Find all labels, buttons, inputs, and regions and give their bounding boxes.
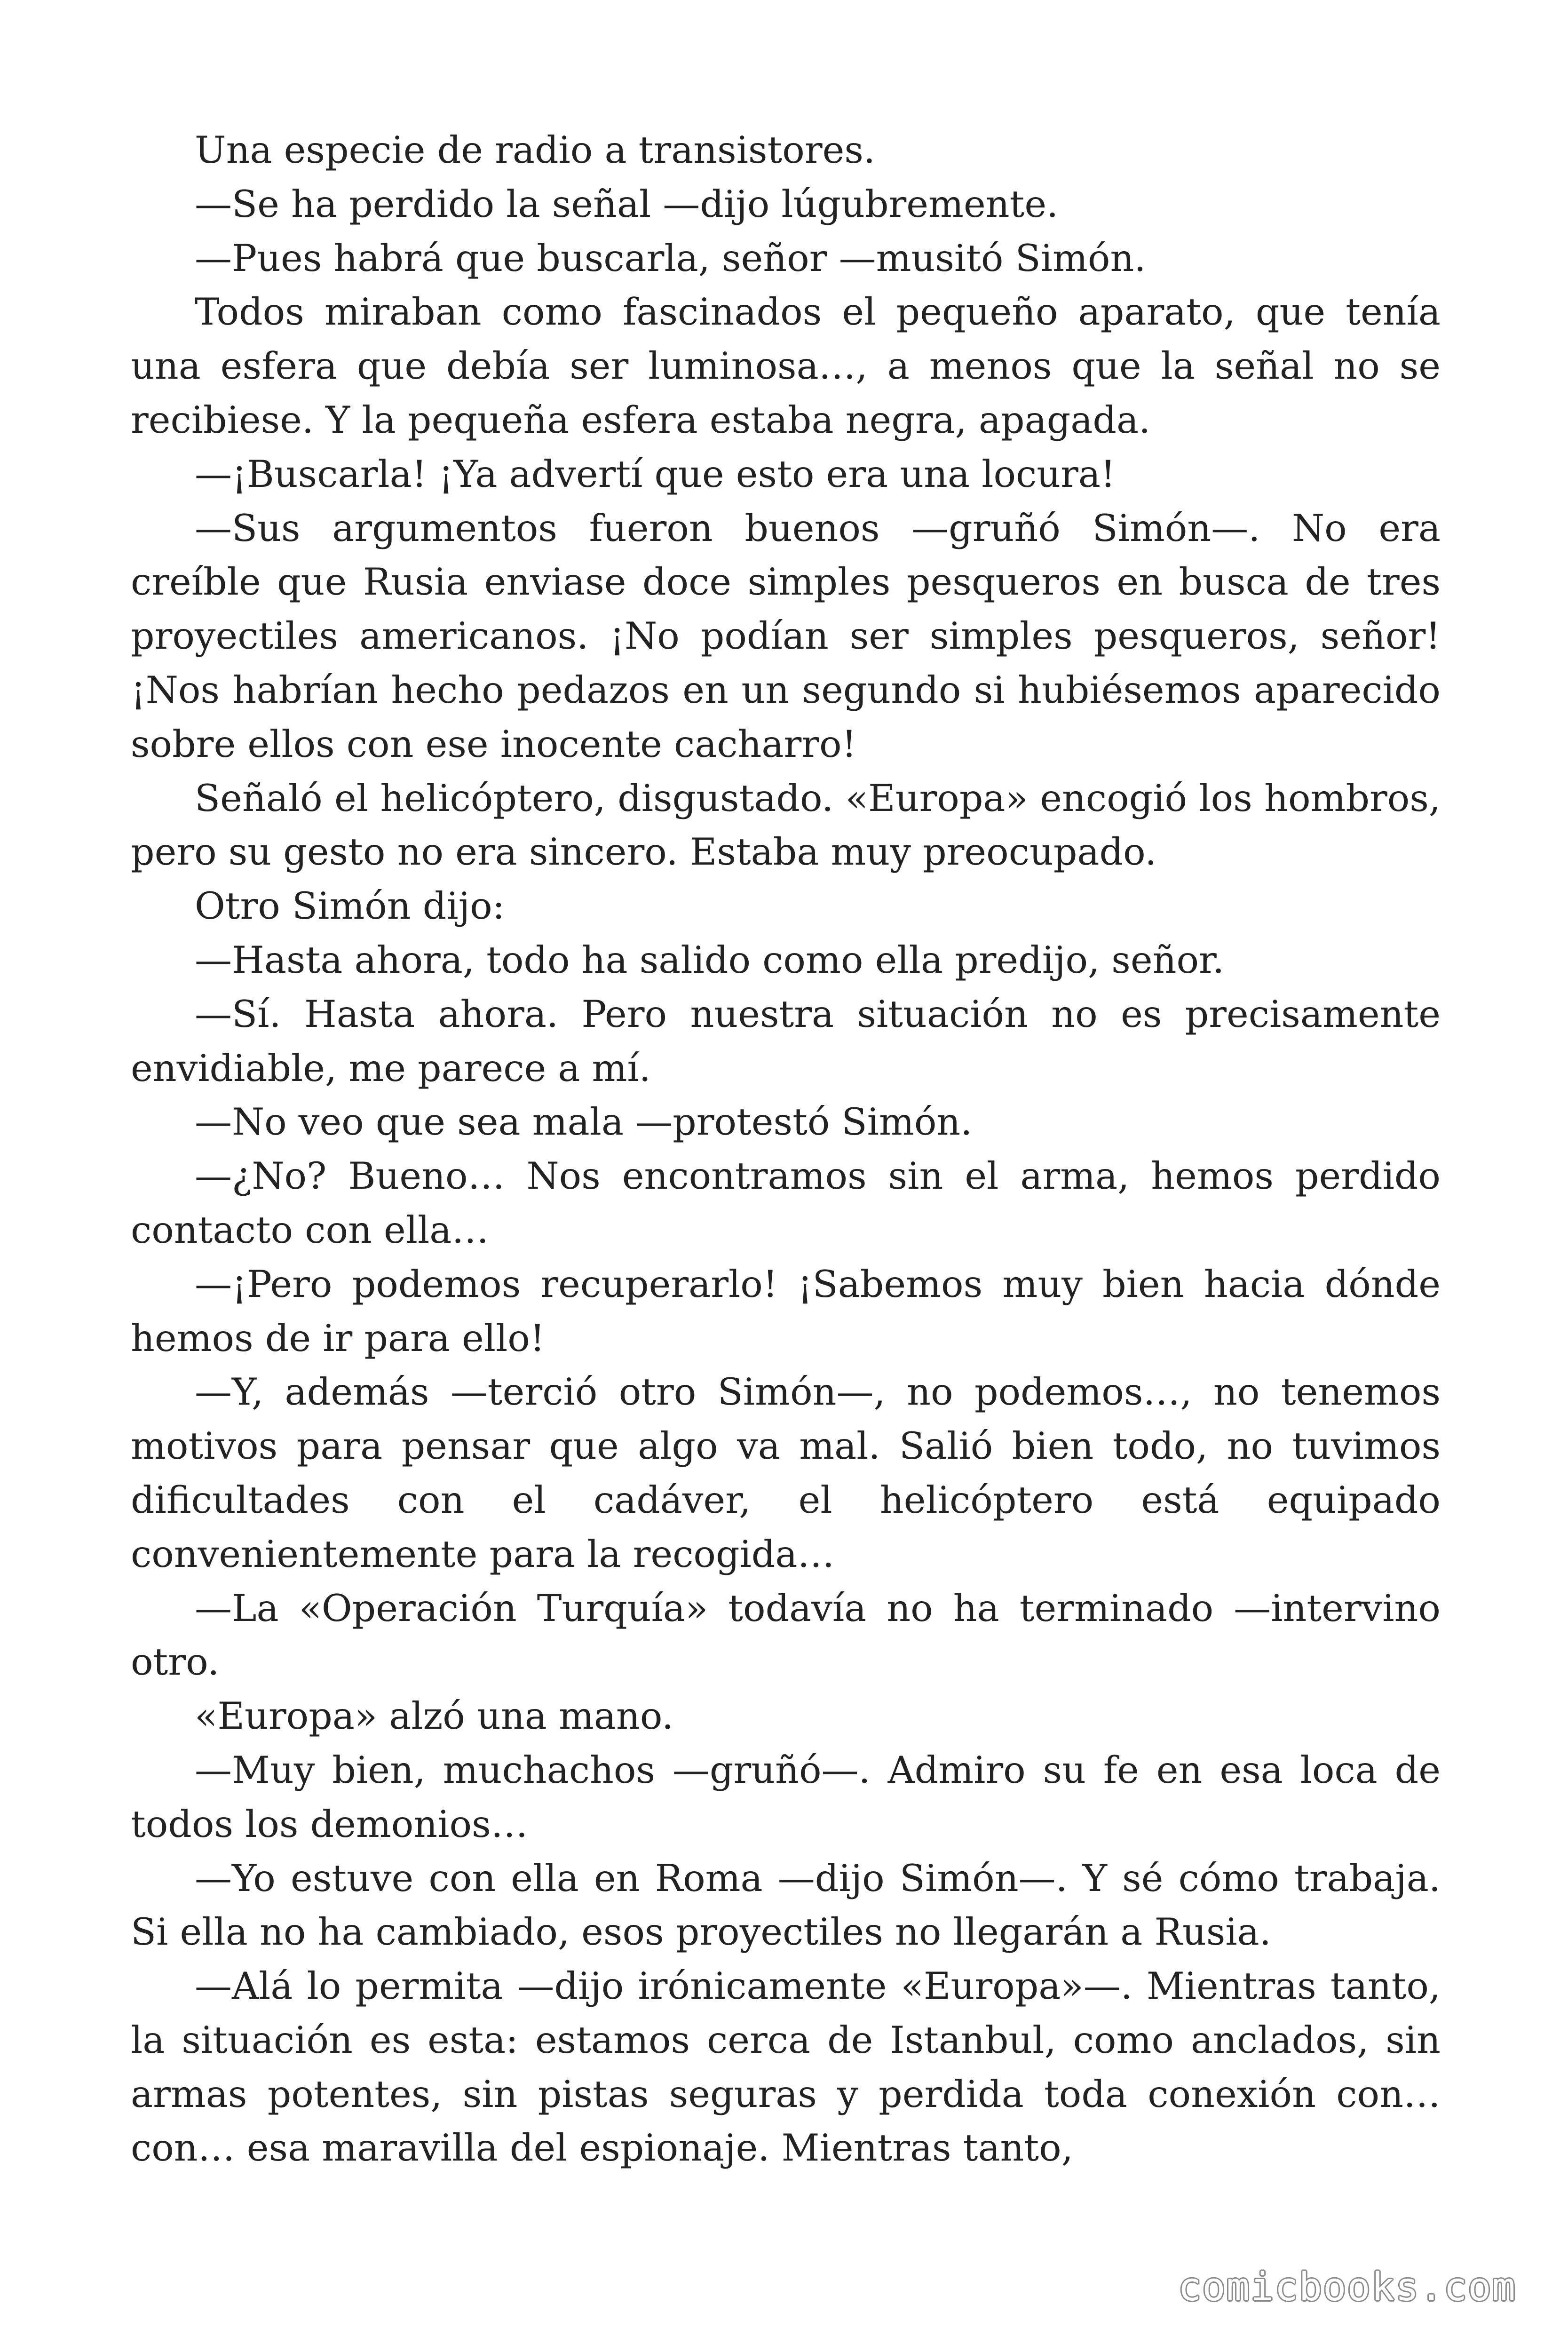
paragraph: —Se ha perdido la señal —dijo lúgubremente. — [195, 182, 1059, 226]
paragraph: Otro Simón dijo: — [195, 884, 505, 928]
paragraph: Señaló el helicóptero, disgustado. «Europa» encogió los hombros, pero su gesto no era sincero. Estaba muy preocupado. — [131, 776, 1441, 874]
paragraph: —Pues habrá que buscarla, señor —musitó Simón. — [195, 236, 1146, 280]
paragraph: Todos miraban como fascinados el pequeño aparato, que tenía una esfera que debía ser luminosa…, a menos que la señal no se recibiese. Y la pequeña esfera estaba negra, apagada. — [131, 290, 1441, 442]
paragraph: —¡Pero podemos recuperarlo! ¡Sabemos muy bien hacia dónde hemos de ir para ello! — [131, 1262, 1441, 1360]
paragraph: —Sí. Hasta ahora. Pero nuestra situación no es precisamente envidiable, me parece a mí. — [131, 992, 1441, 1090]
watermark: comicbooks.com — [1178, 2265, 1516, 2310]
paragraph: —La «Operación Turquía» todavía no ha terminado —intervino otro. — [131, 1586, 1441, 1684]
paragraph: «Europa» alzó una mano. — [195, 1694, 674, 1738]
paragraph: —Yo estuve con ella en Roma —dijo Simón—. Y sé cómo trabaja. Si ella no ha cambiado, esos proyectiles no llegarán a Rusia. — [131, 1856, 1441, 1954]
paragraph: —Muy bien, muchachos —gruñó—. Admiro su fe en esa loca de todos los demonios… — [131, 1748, 1441, 1846]
page-text — [131, 123, 1441, 2175]
paragraph: —¡Buscarla! ¡Ya advertí que esto era una locura! — [195, 452, 1116, 496]
paragraph: —Alá lo permita —dijo irónicamente «Europa»—. Mientras tanto, la situación es esta: estamos cerca de Istanbul, como anclados, sin armas potentes, sin pistas seguras y perdida toda conexión con… con… esa maravilla del espionaje. Mientras tanto, — [131, 1964, 1441, 2170]
paragraph: Una especie de radio a transistores. — [195, 128, 875, 172]
paragraph: —Hasta ahora, todo ha salido como ella predijo, señor. — [195, 938, 1225, 982]
paragraph: —Sus argumentos fueron buenos —gruñó Simón—. No era creíble que Rusia enviase doce simples pesqueros en busca de tres proyectiles americanos. ¡No podían ser simples pesqueros, señor! ¡Nos habrían hecho pedazos en un segundo si hubiésemos aparecido sobre ellos con ese inocente cacharro! — [131, 506, 1441, 766]
paragraph: —¿No? Bueno… Nos encontramos sin el arma, hemos perdido contacto con ella… — [131, 1154, 1441, 1252]
paragraph: —No veo que sea mala —protestó Simón. — [195, 1100, 973, 1144]
paragraph: —Y, además —terció otro Simón—, no podemos…, no tenemos motivos para pensar que algo va mal. Salió bien todo, no tuvimos dificultades con el cadáver, el helicóptero está equipado convenientemente para la recogida… — [131, 1370, 1441, 1576]
